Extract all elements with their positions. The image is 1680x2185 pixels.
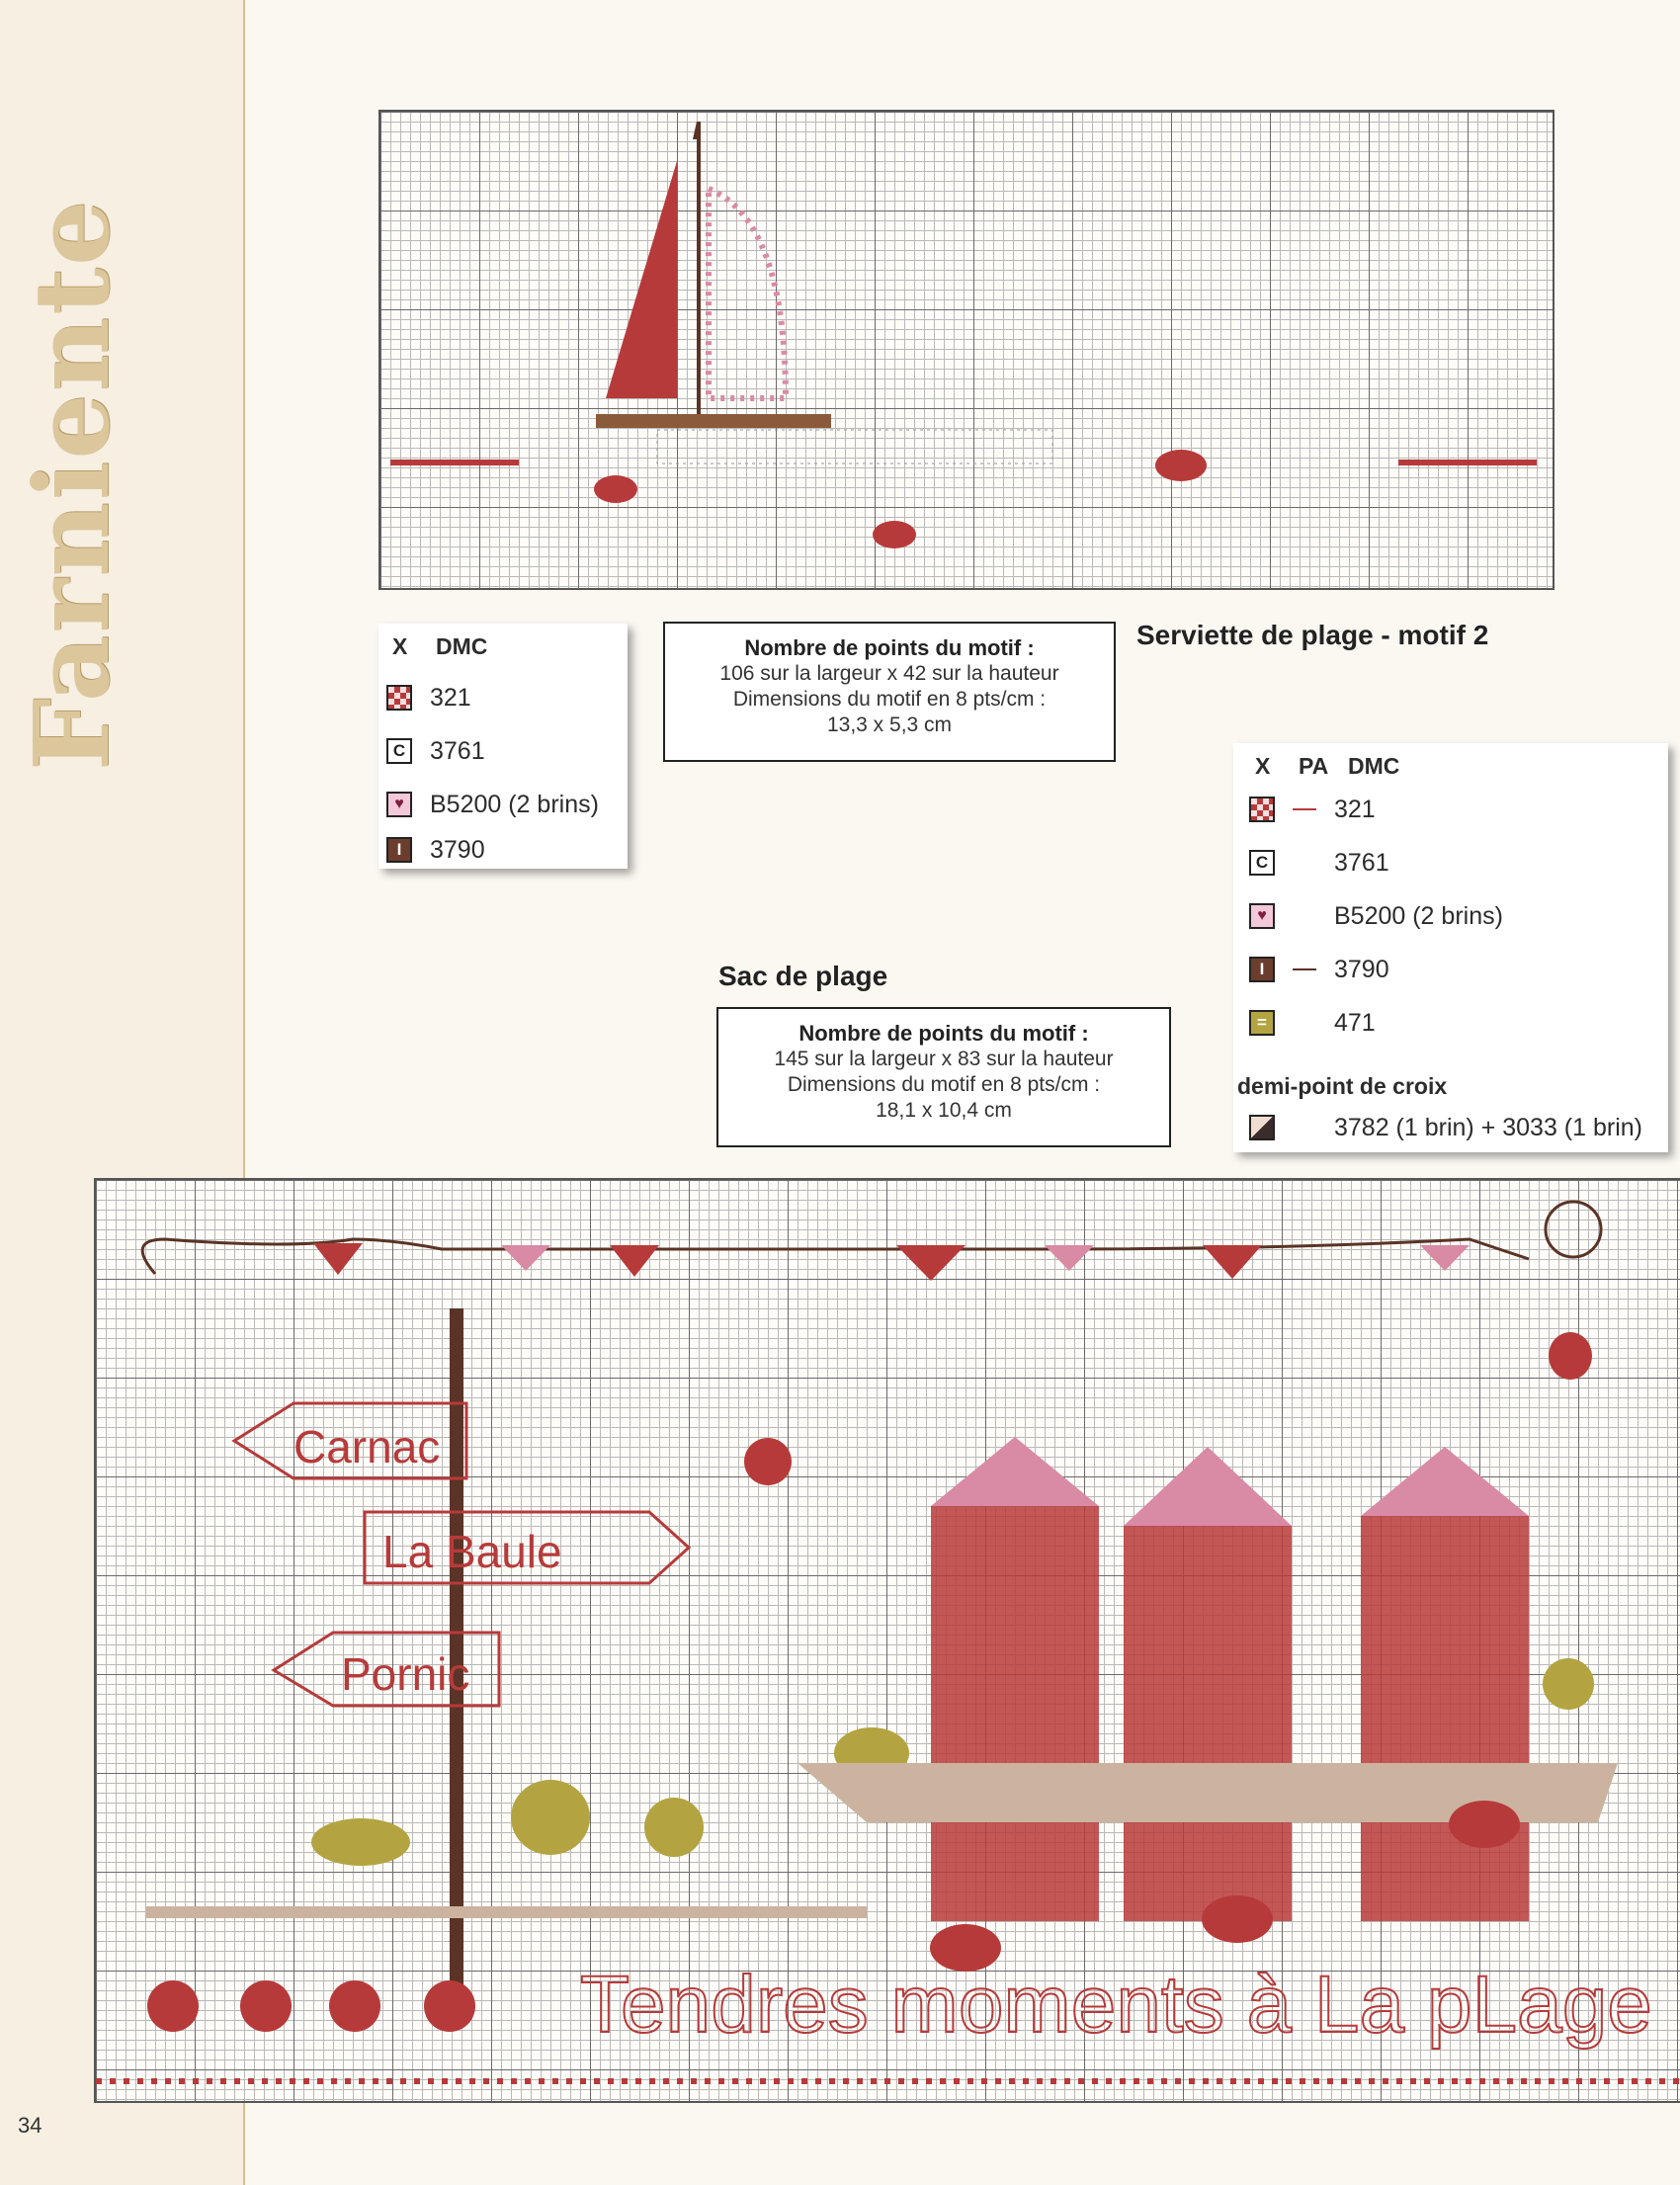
half-stitch-heading: demi-point de croix bbox=[1237, 1072, 1448, 1099]
page-number: 34 bbox=[18, 2113, 42, 2138]
sac-drawing bbox=[96, 1180, 1680, 2101]
brown-i-icon: I bbox=[1249, 957, 1275, 982]
sail-right bbox=[709, 189, 786, 398]
motif2-drawing bbox=[380, 112, 1553, 588]
c-symbol-icon: C bbox=[1249, 850, 1275, 876]
legend-header-x: X bbox=[392, 632, 408, 659]
sampler-text: Tendres moments à La pLage bbox=[580, 1960, 1652, 2050]
c-symbol-icon: C bbox=[386, 738, 412, 764]
side-title: Farniente bbox=[11, 198, 133, 771]
legend-row: ♥ B5200 (2 brins) bbox=[1249, 899, 1503, 933]
heart-icon: ♥ bbox=[1249, 903, 1275, 929]
legend-row: I 3790 bbox=[386, 833, 485, 867]
legend-row: 3782 (1 brin) + 3033 (1 brin) bbox=[1249, 1111, 1642, 1144]
red-checker-icon bbox=[1249, 797, 1275, 822]
sac-heading: Sac de plage bbox=[718, 961, 888, 991]
legend-row: = 471 bbox=[1249, 1006, 1376, 1040]
fish-2 bbox=[873, 521, 916, 548]
sand-line-left bbox=[145, 1906, 867, 1918]
sac-info-box: Nombre de points du motif : 145 sur la largeur x 83 sur la hauteur Dimensions du motif en 8 pts/cm : 18,1 x 10,4 cm bbox=[716, 1007, 1171, 1147]
legend-row: 321 bbox=[1249, 793, 1376, 826]
olive-equals-icon: = bbox=[1249, 1010, 1275, 1036]
half-cross-icon bbox=[1249, 1115, 1275, 1140]
sign-pornic: Pornic bbox=[341, 1648, 470, 1700]
boat-hull bbox=[596, 414, 831, 428]
waves bbox=[657, 430, 1052, 463]
chart-motif2 bbox=[378, 110, 1554, 590]
beach-huts bbox=[931, 1437, 1529, 1921]
sail-left bbox=[606, 161, 677, 398]
legend-row: 321 bbox=[386, 681, 471, 714]
border-dots bbox=[390, 460, 1537, 465]
legend-header-x: X bbox=[1255, 752, 1271, 779]
hanging-loop bbox=[1546, 1202, 1601, 1257]
legend-motif2-full bbox=[1233, 743, 1668, 1152]
sign-carnac: Carnac bbox=[294, 1421, 441, 1472]
legend-row: I 3790 bbox=[1249, 953, 1389, 986]
motif2-info-box: Nombre de points du motif : 106 sur la largeur x 42 sur la hauteur Dimensions du motif en 8 pts/cm : 13,3 x 5,3 cm bbox=[663, 622, 1116, 762]
hanging-fish-left bbox=[744, 1438, 792, 1485]
fish-3 bbox=[1155, 450, 1207, 481]
brown-i-icon: I bbox=[386, 837, 412, 863]
motif2-heading: Serviette de plage - motif 2 bbox=[1136, 620, 1489, 650]
legend-row: C 3761 bbox=[1249, 846, 1389, 880]
backstitch-line-icon bbox=[1293, 968, 1316, 970]
chart-sac-de-plage bbox=[94, 1178, 1680, 2103]
legend-row: C 3761 bbox=[386, 734, 485, 768]
hanging-fish-right bbox=[1549, 1332, 1592, 1380]
red-checker-icon bbox=[386, 685, 412, 711]
legend-header-dmc: DMC bbox=[436, 632, 488, 659]
legend-header-dmc: DMC bbox=[1348, 752, 1400, 779]
legend-row: ♥ B5200 (2 brins) bbox=[386, 788, 599, 821]
backstitch-line-icon bbox=[1293, 808, 1316, 810]
legend-header-pa: PA bbox=[1299, 752, 1329, 779]
fish-1 bbox=[594, 475, 637, 503]
sign-la-baule: La Baule bbox=[382, 1526, 562, 1577]
sampler-motifs bbox=[147, 1980, 475, 2032]
heart-icon: ♥ bbox=[386, 792, 412, 817]
legend-motif2 bbox=[378, 624, 628, 869]
